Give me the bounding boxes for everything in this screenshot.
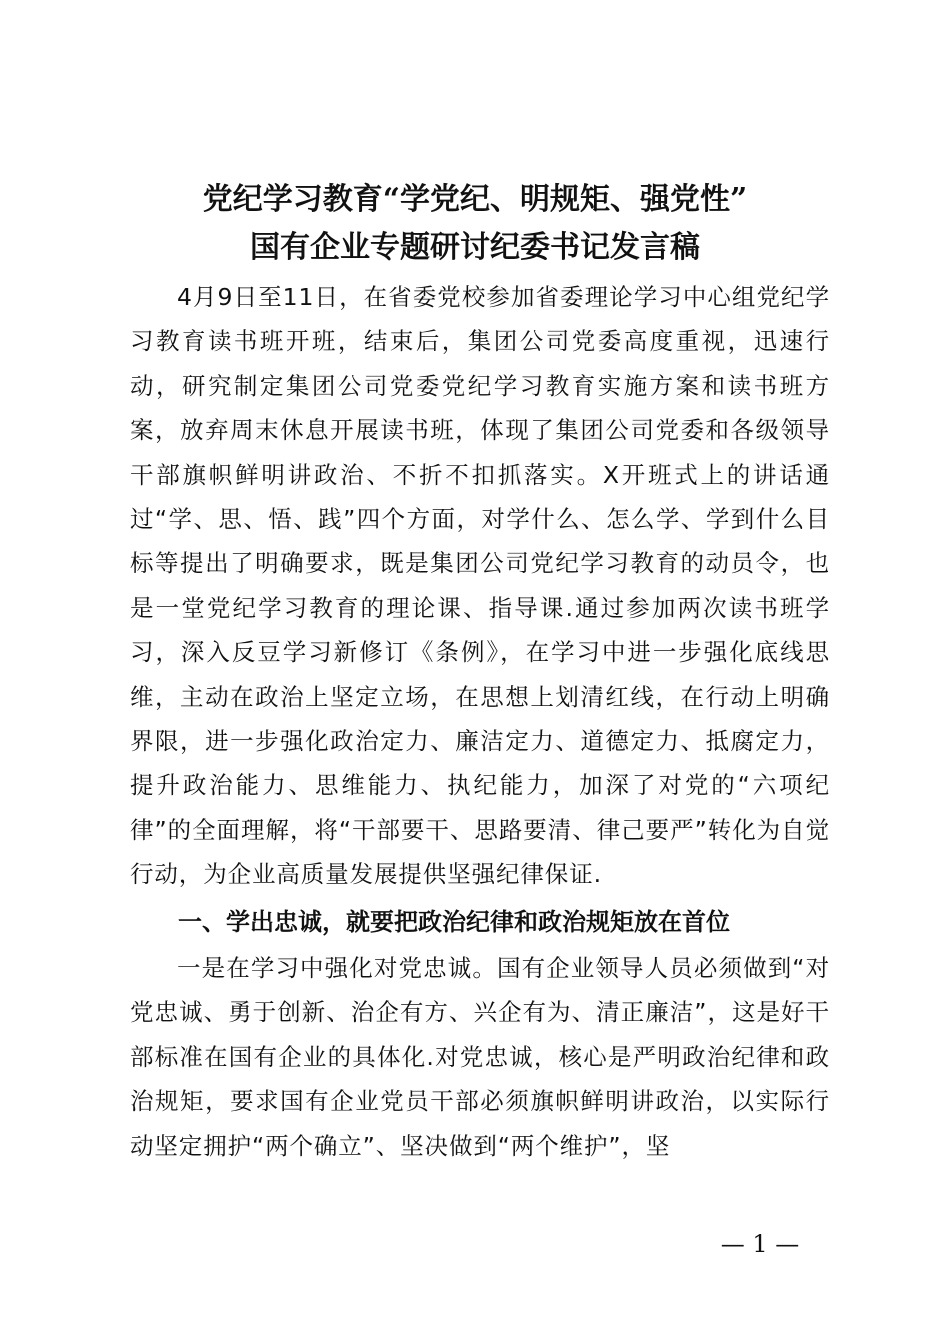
page-number: — 1 — — [720, 1230, 800, 1258]
body-paragraph-1: 4月9日至11日，在省委党校参加省委理论学习中心组党纪学习教育读书班开班，结束后，集团公司党委高度重视，迅速行动，研究制定集团公司党委党纪学习教育实施方案和读书班方案，放弃周末休息开展读书班，体现了集团公司党委和各级领导干部旗帜鲜明讲政治、不折不扣抓落实。X开班式上的讲话通过“学、思、悟、践”四个方面，对学什么、怎么学、学到什么目标等提出了明确要求，既是集团公司党纪学习教育的动员令，也是一堂党纪学习教育的理论课、指导课.通过参加两次读书班学习，深入反豆学习新修订《条例》，在学习中进一步强化底线思维，主动在政治上坚定立场，在思想上划清红线，在行动上明确界限，进一步强化政治定力、廉洁定力、道德定力、抵腐定力，提升政治能力、思维能力、执纪能力，加深了对党的“六项纪律”的全面理解，将“干部要干、思路要清、律己要严”转化为自觉行动，为企业高质量发展提供坚强纪律保证. — [130, 283, 830, 889]
document-title-line-2: 国有企业专题研讨纪委书记发言稿 — [250, 230, 700, 265]
section-heading-1: 一、学出忠诚，就要把政治纪律和政治规矩放在首位 — [178, 908, 730, 936]
document-title-line-1: 党纪学习教育“学党纪、明规矩、强党性” — [202, 182, 748, 217]
body-paragraph-2: 一是在学习中强化对党忠诚。国有企业领导人员必须做到“对党忠诚、勇于创新、治企有方、兴企有为、清正廉洁”，这是好干部标准在国有企业的具体化.对党忠诚，核心是严明政治纪律和政治规矩，要求国有企业党员干部必须旗帜鲜明讲政治，以实际行动坚定拥护“两个确立”、坚决做到“两个维护”，坚 — [130, 954, 830, 1160]
